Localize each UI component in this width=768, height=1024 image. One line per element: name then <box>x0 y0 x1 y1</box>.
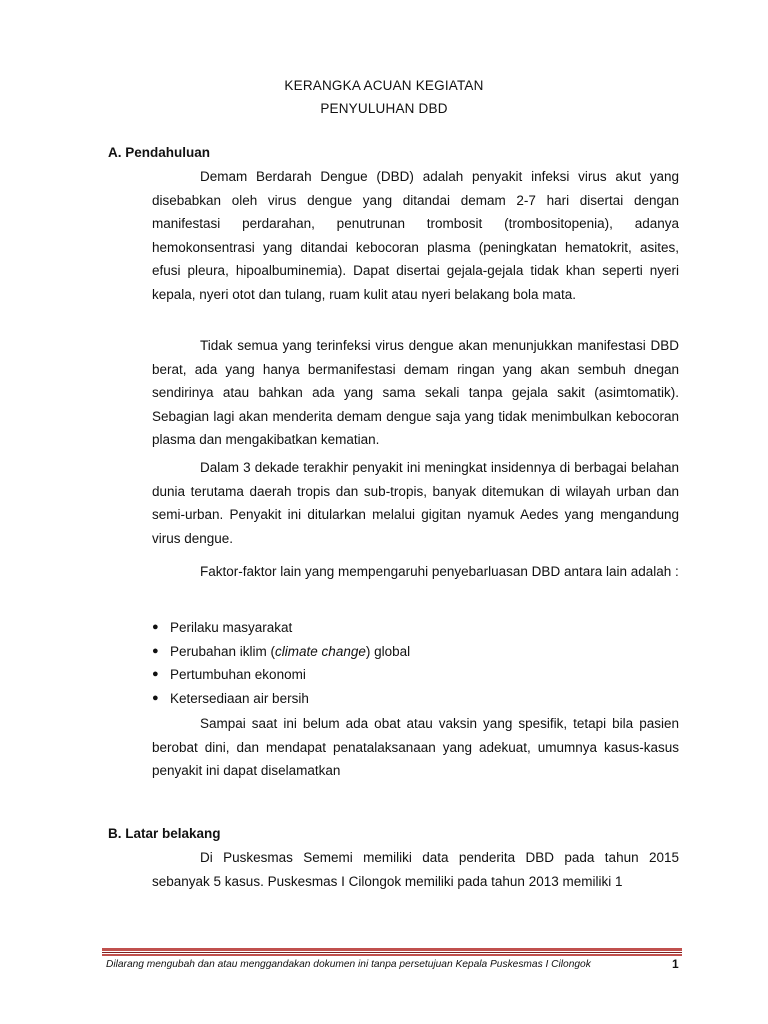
list-item-text-emphasis: climate change <box>275 643 366 659</box>
footer-divider <box>102 948 682 957</box>
list-item-text: Perilaku masyarakat <box>170 620 293 635</box>
list-item-text-start: Perubahan iklim ( <box>170 643 276 659</box>
list-item <box>152 640 679 664</box>
footer-rule-bottom <box>102 954 682 956</box>
list-item <box>152 663 679 687</box>
list-item <box>152 616 679 640</box>
section-a-paragraph-2: Tidak semua yang terinfeksi virus dengue akan menunjukkan manifestasi DBD berat, ada yang hanya bermanifestasi demam ringan yang akan sembuh dnegan sendirinya atau bahkan ada yang sama sekali tanpa gejala sakit (asimtomatik). Sebagian lagi akan menderita demam dengue saja yang tidak menimbulkan kebocoran plasma dan mengakibatkan kematian. <box>152 338 679 448</box>
footer-notice: Dilarang mengubah dan atau menggandakan dokumen ini tanpa persetujuan Kepala Puskesmas I Cilongok <box>106 959 591 970</box>
footer-rule-middle <box>102 952 682 953</box>
page-number: 1 <box>672 957 679 971</box>
footer-rule-top <box>102 948 682 951</box>
section-a-paragraph-4: Faktor-faktor lain yang mempengaruhi penyebarluasan DBD antara lain adalah : <box>200 564 679 579</box>
section-b-paragraph-1: Di Puskesmas Sememi memiliki data penderita DBD pada tahun 2015 sebanyak 5 kasus. Puskesmas I Cilongok memiliki pada tahun 2013 memiliki 1 <box>152 850 679 889</box>
document-subtitle: PENYULUHAN DBD <box>320 101 448 116</box>
section-b-heading: B. Latar belakang <box>108 826 221 841</box>
section-a-heading: A. Pendahuluan <box>108 145 211 160</box>
factor-list <box>152 616 679 710</box>
list-item-text: Pertumbuhan ekonomi <box>170 667 306 683</box>
list-item-text-end: ) global <box>365 643 411 659</box>
section-a-paragraph-1: Demam Berdarah Dengue (DBD) adalah penyakit infeksi virus akut yang disebabkan oleh virus dengue yang ditandai demam 2-7 hari disertai dengan manifestasi perdarahan, penutrunan trombosit (trombositopenia), adanya hemokonsentrasi yang ditandai kebocoran plasma (peningkatan hematokrit, asites, efusi pleura, hipoalbuminemia). Dapat disertai gejala-gejala tidak khan seperti nyeri kepala, nyeri otot dan tulang, ruam kulit atau nyeri belakang bola mata. <box>152 169 679 302</box>
bullet-icon: ● <box>152 621 159 633</box>
bullet-icon: ● <box>152 691 159 704</box>
section-a-paragraph-3: Dalam 3 dekade terakhir penyakit ini meningkat insidennya di berbagai belahan dunia terutama daerah tropis dan sub-tropis, banyak ditemukan di wilayah urban dan semi-urban. Penyakit ini ditularkan melalui gigitan nyamuk Aedes yang mengandung virus dengue. <box>152 460 679 546</box>
bullet-icon: ● <box>152 668 159 681</box>
bullet-icon: ● <box>152 644 159 657</box>
list-item <box>152 687 679 711</box>
document-title: KERANGKA ACUAN KEGIATAN <box>284 78 484 93</box>
list-item-text: Ketersediaan air bersih <box>170 690 309 706</box>
section-a-paragraph-5: Sampai saat ini belum ada obat atau vaksin yang spesifik, tetapi bila pasien berobat dini, dan mendapat penatalaksanaan yang adekuat, umumnya kasus-kasus penyakit ini dapat diselamatkan <box>152 716 679 779</box>
